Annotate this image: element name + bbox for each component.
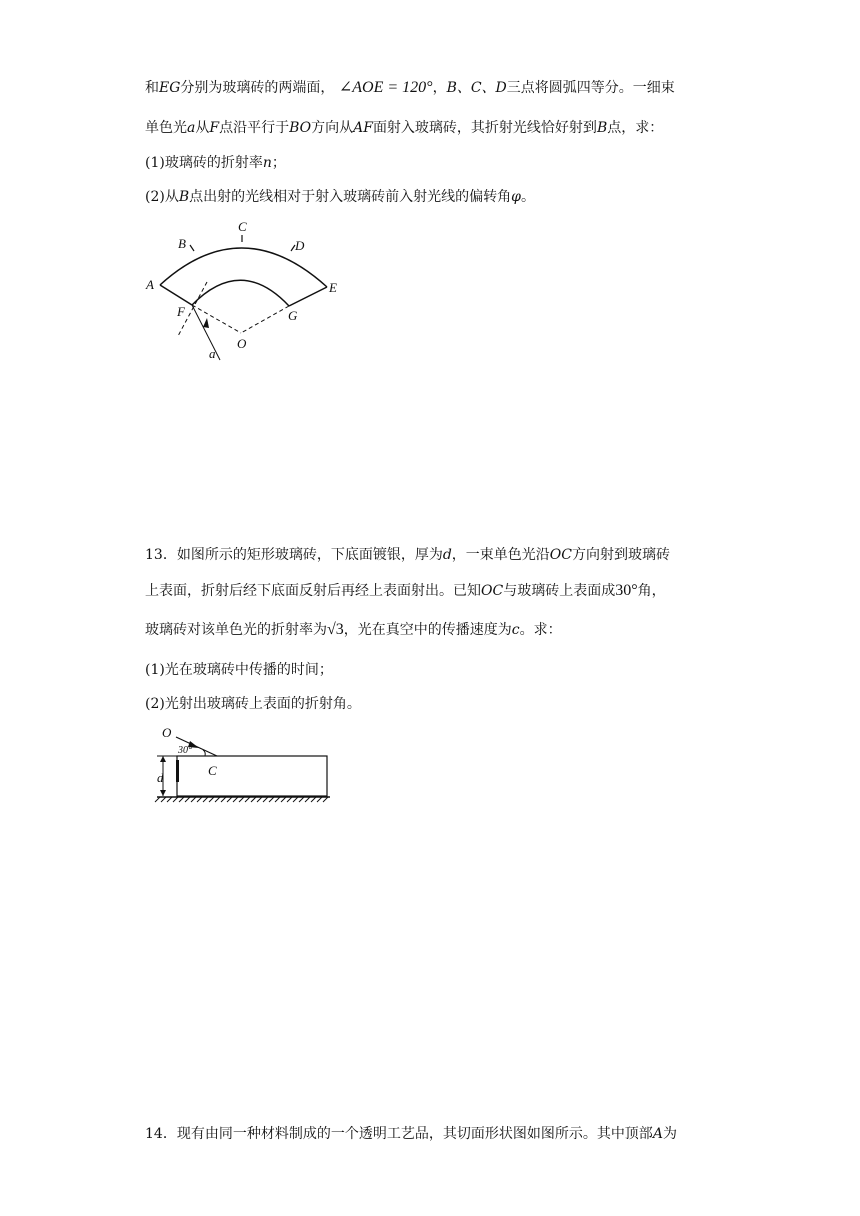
label-o: O [237,336,247,351]
label-a: A [146,277,154,292]
q12-item-2: (2)从B点出射的光线相对于射入玻璃砖前入射光线的偏转角φ。 [145,189,535,205]
q12-text-line-1: 和EG分别为玻璃砖的两端面， ∠AOE = 120°，B、C、D三点将圆弧四等分。一细束 [145,79,675,96]
q12-figure [140,215,350,365]
label-angle: 30° [178,745,192,756]
dim-arrow-bottom [160,790,166,796]
q13-item-1: (1)光在玻璃砖中传播的时间； [145,662,333,678]
q13-text-line-1: 13．如图所示的矩形玻璃砖，下底面镀银，厚为d，一束单色光沿OC方向射到玻璃砖 [145,547,670,563]
label-o: O [162,725,172,740]
q12-text-line-2: 单色光a从F点沿平行于BO方向从AF面射入玻璃砖，其折射光线恰好射到B点，求： [145,120,664,136]
angle-aoe-expression: ∠AOE = 120° [338,79,433,96]
label-f: F [177,304,185,319]
label-c: C [238,219,247,234]
label-d: D [295,238,305,253]
dim-arrow-top [160,756,166,762]
outer-arc [160,248,327,287]
radius-go [241,306,289,333]
label-e: E [329,280,337,295]
sqrt-3: √3 [327,621,344,638]
glass-brick [177,756,327,796]
label-g: G [288,308,298,323]
label-c: C [208,763,217,778]
label-b: B [178,236,186,251]
q13-item-2: (2)光射出玻璃砖上表面的折射角。 [145,696,361,712]
ray-arrow [203,318,209,328]
q14-text-line-1: 14．现有由同一种材料制成的一个透明工艺品，其切面形状图如图所示。其中顶部A为 [145,1126,677,1142]
side-mark [176,760,179,782]
tick-b [190,245,194,251]
label-ray-a: a [209,346,216,361]
q13-text-line-3: 玻璃砖对该单色光的折射率为√3，光在真空中的传播速度为c。求： [145,621,562,638]
q13-figure [150,720,340,805]
inner-arc [192,280,289,306]
end-face-eg [289,287,327,306]
end-face-af [160,285,192,305]
q13-text-line-2: 上表面，折射后经下底面反射后再经上表面射出。已知OC与玻璃砖上表面成30°角， [145,582,666,599]
label-d: d [157,770,164,785]
q12-item-1: (1)玻璃砖的折射率n； [145,155,286,171]
